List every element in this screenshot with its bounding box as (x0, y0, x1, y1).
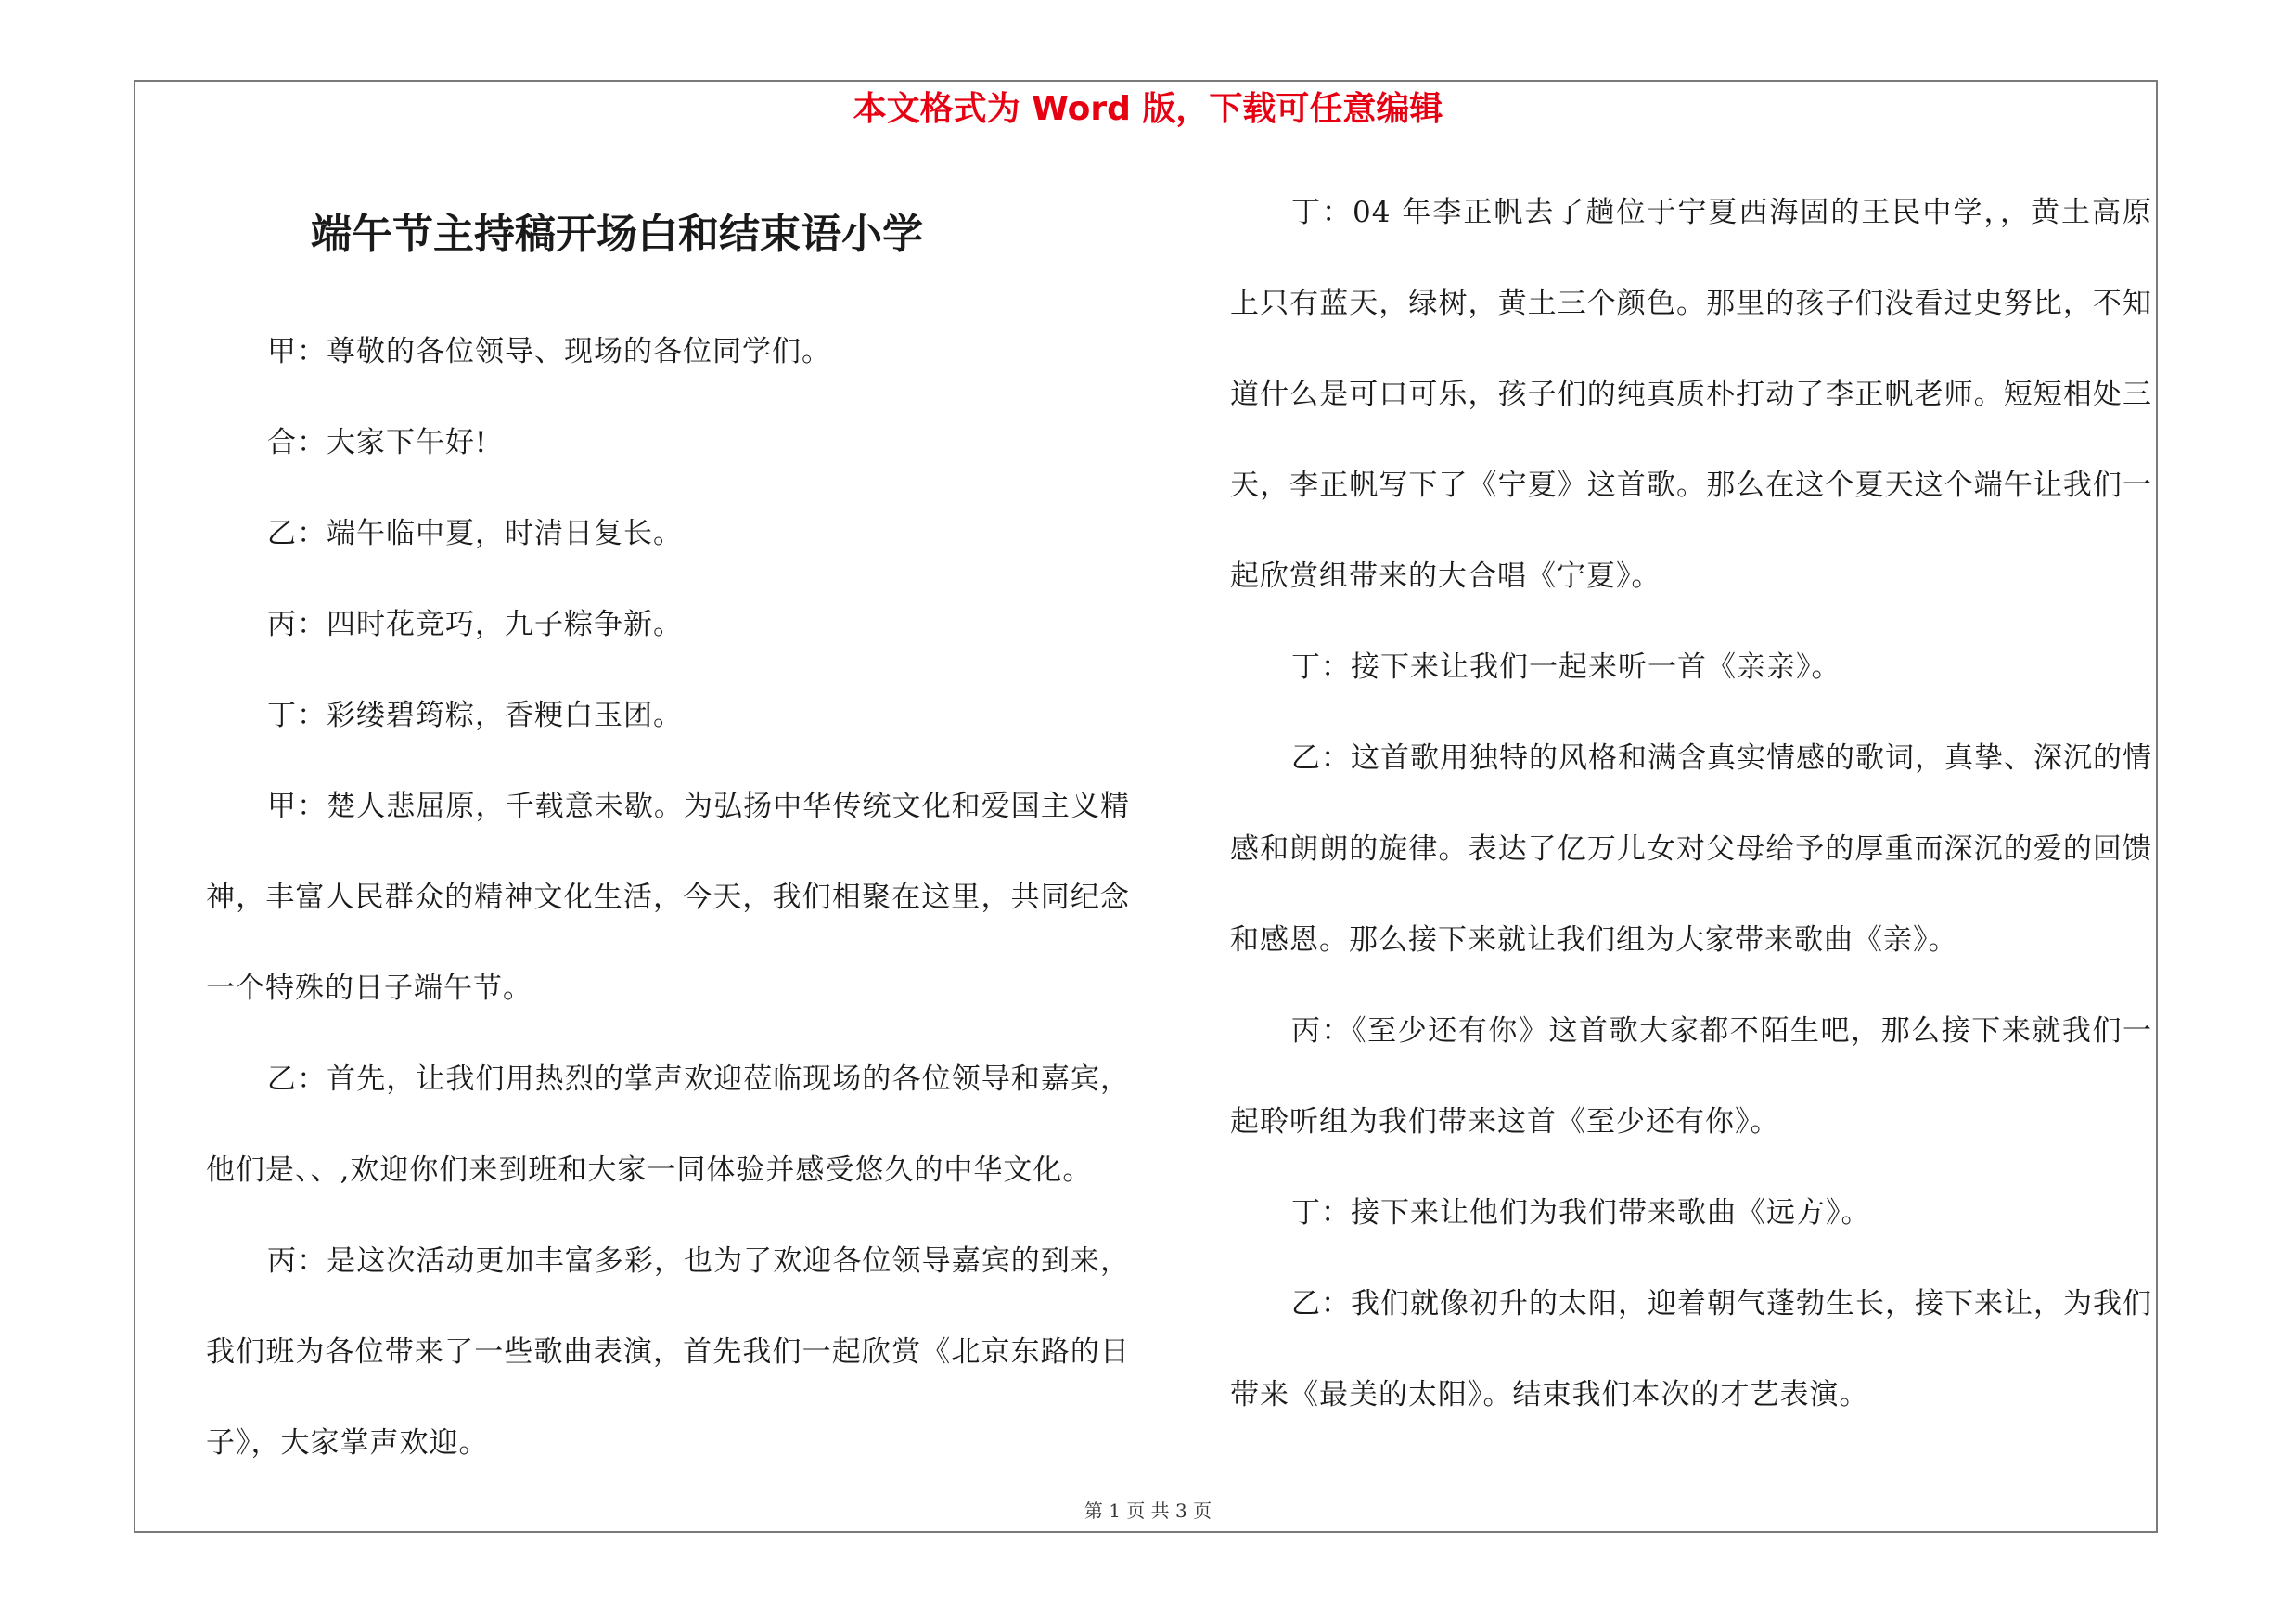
paragraph: 丙：四时花竞巧，九子粽争新。 (267, 608, 683, 641)
paragraph: 合：大家下午好! (267, 426, 488, 459)
paragraph: 丁：彩缕碧筠粽，香粳白玉团。 (267, 699, 683, 732)
format-banner: 本文格式为 Word 版，下载可任意编辑 (853, 90, 1443, 128)
paragraph: 乙：我们就像初升的太阳，迎着朝气蓬勃生长，接下来让，为我们带来《最美的太阳》。结束我们本次的才艺表演。 (1230, 1287, 2152, 1411)
left-column (206, 306, 1130, 1488)
paragraph: 乙：端午临中夏，时清日复长。 (267, 517, 683, 550)
paragraph: 丙：是这次活动更加丰富多彩，也为了欢迎各位领导嘉宾的到来，我们班为各位带来了一些歌曲表演，首先我们一起欣赏《北京东路的日子》，大家掌声欢迎。 (206, 1244, 1130, 1460)
paragraph: 丁：接下来让我们一起来听一首《亲亲》。 (1291, 650, 1841, 684)
paragraph: 丙：《至少还有你》这首歌大家都不陌生吧，那么接下来就我们一起聆听组为我们带来这首《至少还有你》。 (1230, 1014, 2152, 1139)
paragraph: 丁：接下来让他们为我们带来歌曲《远方》。 (1291, 1196, 1871, 1230)
document-title: 端午节主持稿开场白和结束语小学 (311, 211, 923, 258)
paragraph: 乙：首先，让我们用热烈的掌声欢迎莅临现场的各位领导和嘉宾，他们是、、,欢迎你们来到班和大家一同体验并感受悠久的中华文化。 (206, 1063, 1130, 1187)
paragraph: 甲：尊敬的各位领导、现场的各位同学们。 (267, 335, 831, 368)
paragraph: 丁：04 年李正帆去了趟位于宁夏西海固的王民中学，，黄土高原上只有蓝天，绿树，黄土三个颜色。那里的孩子们没看过史努比，不知道什么是可口可乐，孩子们的纯真质朴打动了李正帆老师。短短相处三天，李正帆写下了《宁夏》这首歌。那么在这个夏天这个端午让我们一起欣赏组带来的大合唱《宁夏》。 (1230, 196, 2152, 593)
paragraph: 乙：这首歌用独特的风格和满含真实情感的歌词，真挚、深沉的情感和朗朗的旋律。表达了亿万儿女对父母给予的厚重而深沉的爱的回馈和感恩。那么接下来就让我们组为大家带来歌曲《亲》。 (1230, 741, 2152, 957)
page-number: 第 1 页 共 3 页 (1084, 1500, 1212, 1522)
right-column (1230, 167, 2152, 1440)
paragraph: 甲：楚人悲屈原，千载意未歇。为弘扬中华传统文化和爱国主义精神，丰富人民群众的精神文化生活，今天，我们相聚在这里，共同纪念一个特殊的日子端午节。 (206, 790, 1130, 1005)
